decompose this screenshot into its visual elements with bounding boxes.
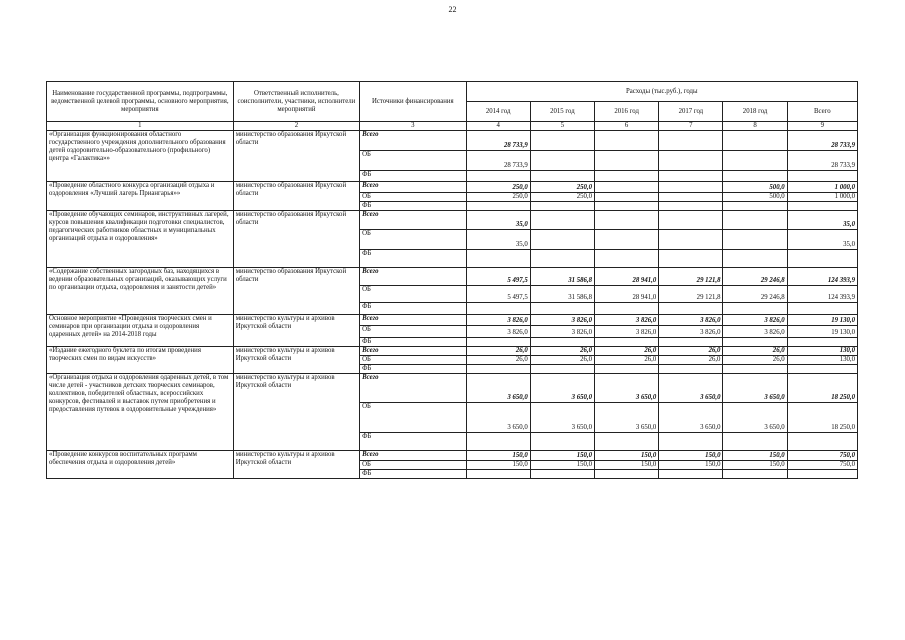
activity-name: «Содержание собственных загородных баз, находящихся в ведении образовательных организаций, оказывающих услуги по организации отдыха, оздоровления и занятости детей» (47, 268, 234, 315)
year-value: 3 826,0 (659, 326, 723, 338)
executor: министерство культуры и архивов Иркутской области (233, 374, 359, 451)
year-value (659, 303, 723, 315)
funding-source: Всего (360, 268, 466, 286)
table-row (47, 374, 858, 403)
year-value: 28 733,9 (466, 151, 530, 171)
year-value: 3 650,0 (530, 403, 594, 433)
year-value (659, 171, 723, 182)
year-value (530, 211, 594, 230)
year-value (659, 470, 723, 479)
activity-name: Основное мероприятие «Проведения творческих смен и семинаров при организации отдыха и оздоровления одаренных детей» на 2014-2018 годы (47, 315, 234, 347)
table-row (47, 268, 858, 286)
header-year: 2014 год (466, 102, 530, 122)
year-value: 29 246,8 (723, 268, 787, 286)
year-value (466, 202, 530, 211)
year-value (659, 151, 723, 171)
col-number: 2 (233, 122, 359, 131)
year-value (595, 338, 659, 347)
year-value (659, 193, 723, 202)
year-value (595, 211, 659, 230)
year-value: 3 650,0 (530, 374, 594, 403)
year-value: 150,0 (659, 461, 723, 470)
header-year: 2016 год (595, 102, 659, 122)
year-value (595, 365, 659, 374)
year-value: 150,0 (595, 451, 659, 461)
year-value: 3 650,0 (659, 374, 723, 403)
executor: министерство образования Иркутской области (233, 268, 359, 315)
year-value: 3 650,0 (659, 403, 723, 433)
total-value: 18 250,0 (787, 374, 857, 403)
year-value: 150,0 (466, 451, 530, 461)
year-value (530, 470, 594, 479)
year-value (723, 151, 787, 171)
year-value (723, 470, 787, 479)
year-value: 3 826,0 (530, 326, 594, 338)
year-value (530, 230, 594, 250)
year-value: 31 586,8 (530, 268, 594, 286)
header-year: 2017 год (659, 102, 723, 122)
year-value (530, 202, 594, 211)
total-value (787, 433, 857, 451)
funding-source: ОБ (360, 461, 466, 470)
year-value: 26,0 (723, 347, 787, 356)
funding-source: ФБ (360, 171, 466, 182)
year-value (595, 433, 659, 451)
year-value: 5 497,5 (466, 268, 530, 286)
total-value: 35,0 (787, 230, 857, 250)
total-value (787, 202, 857, 211)
funding-source: ОБ (360, 326, 466, 338)
year-value (466, 338, 530, 347)
table-row (47, 451, 858, 461)
funding-source: Всего (360, 182, 466, 193)
year-value (466, 433, 530, 451)
year-value: 26,0 (595, 347, 659, 356)
year-value: 3 650,0 (595, 403, 659, 433)
year-value (595, 193, 659, 202)
funding-source: ОБ (360, 193, 466, 202)
year-value: 29 121,8 (659, 268, 723, 286)
activity-name: «Проведение обучающих семинаров, инструктивных лагерей, курсов повышения квалификации подготовки специалистов, педагогических работников областных и муниципальных организаций отдыха и оздоровления» (47, 211, 234, 268)
year-value: 150,0 (723, 461, 787, 470)
year-value (595, 151, 659, 171)
header-expenses: Расходы (тыс.руб.), годы (466, 82, 857, 102)
year-value: 26,0 (723, 356, 787, 365)
year-value (659, 433, 723, 451)
total-value: 1 000,0 (787, 193, 857, 202)
funding-source: Всего (360, 315, 466, 326)
funding-source: Всего (360, 451, 466, 461)
total-value (787, 470, 857, 479)
year-value (530, 338, 594, 347)
total-value (787, 338, 857, 347)
year-value (466, 303, 530, 315)
header-executor: Ответственный исполнитель, соисполнители, участники, исполнители мероприятий (233, 82, 359, 122)
total-value: 124 393,9 (787, 286, 857, 303)
table-row (47, 347, 858, 356)
year-value: 3 650,0 (723, 374, 787, 403)
year-value: 150,0 (530, 461, 594, 470)
year-value (723, 131, 787, 151)
funding-source: ОБ (360, 151, 466, 171)
year-value (595, 250, 659, 268)
funding-source: Всего (360, 211, 466, 230)
year-value: 26,0 (466, 356, 530, 365)
funding-source: Всего (360, 374, 466, 403)
year-value: 250,0 (466, 182, 530, 193)
year-value: 150,0 (659, 451, 723, 461)
year-value (723, 338, 787, 347)
col-number: 6 (595, 122, 659, 131)
year-value: 3 826,0 (723, 315, 787, 326)
year-value (530, 250, 594, 268)
year-value: 3 650,0 (723, 403, 787, 433)
year-value: 500,0 (723, 182, 787, 193)
year-value: 3 826,0 (659, 315, 723, 326)
funding-source: Всего (360, 347, 466, 356)
year-value (595, 131, 659, 151)
header-source: Источники финансирования (360, 82, 466, 122)
year-value: 29 121,8 (659, 286, 723, 303)
total-value: 1 000,0 (787, 182, 857, 193)
funding-source: ФБ (360, 250, 466, 268)
year-value (659, 250, 723, 268)
executor: министерство культуры и архивов Иркутской области (233, 315, 359, 347)
year-value (723, 365, 787, 374)
col-number: 9 (787, 122, 857, 131)
header-year: 2015 год (530, 102, 594, 122)
year-value: 150,0 (723, 451, 787, 461)
funding-source: ОБ (360, 286, 466, 303)
year-value (466, 250, 530, 268)
executor: министерство образования Иркутской области (233, 211, 359, 268)
year-value: 26,0 (466, 347, 530, 356)
header-year: 2018 год (723, 102, 787, 122)
executor: министерство образования Иркутской области (233, 182, 359, 211)
year-value: 26,0 (659, 347, 723, 356)
year-value: 5 497,5 (466, 286, 530, 303)
year-value (595, 230, 659, 250)
activity-name: «Проведение областного конкурса организаций отдыха и оздоровления «Лучший лагерь Приангарья»» (47, 182, 234, 211)
year-value: 250,0 (466, 193, 530, 202)
year-value (530, 131, 594, 151)
year-value (723, 250, 787, 268)
funding-source: ОБ (360, 356, 466, 365)
col-number: 4 (466, 122, 530, 131)
year-value (659, 211, 723, 230)
total-value: 130,0 (787, 347, 857, 356)
table-row (47, 131, 858, 151)
activity-name: «Проведение конкурсов воспитательных программ обеспечения отдыха и оздоровления детей» (47, 451, 234, 479)
year-value (723, 211, 787, 230)
year-value: 35,0 (466, 211, 530, 230)
year-value: 3 826,0 (595, 315, 659, 326)
year-value: 150,0 (595, 461, 659, 470)
col-number: 7 (659, 122, 723, 131)
year-value (659, 131, 723, 151)
col-number: 1 (47, 122, 234, 131)
year-value (723, 171, 787, 182)
funding-source: ОБ (360, 230, 466, 250)
col-number: 3 (360, 122, 466, 131)
funding-source: ФБ (360, 365, 466, 374)
col-number: 8 (723, 122, 787, 131)
year-value (659, 338, 723, 347)
header-total: Всего (787, 102, 857, 122)
year-value (466, 365, 530, 374)
year-value (530, 171, 594, 182)
total-value: 124 393,9 (787, 268, 857, 286)
executor: министерство образования Иркутской области (233, 131, 359, 182)
total-value: 130,0 (787, 356, 857, 365)
year-value: 500,0 (723, 193, 787, 202)
year-value (723, 303, 787, 315)
total-value: 28 733,9 (787, 151, 857, 171)
funding-source: ФБ (360, 202, 466, 211)
total-value (787, 303, 857, 315)
year-value (595, 470, 659, 479)
year-value (466, 171, 530, 182)
year-value: 28 941,0 (595, 286, 659, 303)
year-value: 3 826,0 (466, 326, 530, 338)
page-number: 22 (448, 5, 457, 14)
year-value: 3 650,0 (595, 374, 659, 403)
year-value (723, 433, 787, 451)
executor: министерство культуры и архивов Иркутской области (233, 347, 359, 374)
table-row (47, 315, 858, 326)
year-value: 250,0 (530, 182, 594, 193)
table-row (47, 182, 858, 193)
funding-source: ФБ (360, 470, 466, 479)
year-value: 26,0 (659, 356, 723, 365)
year-value: 150,0 (530, 451, 594, 461)
col-number: 5 (530, 122, 594, 131)
year-value: 29 246,8 (723, 286, 787, 303)
year-value: 28 941,0 (595, 268, 659, 286)
year-value (466, 470, 530, 479)
year-value: 35,0 (466, 230, 530, 250)
year-value (530, 303, 594, 315)
year-value: 3 826,0 (595, 326, 659, 338)
funding-source: ФБ (360, 433, 466, 451)
total-value: 19 130,0 (787, 326, 857, 338)
year-value: 150,0 (466, 461, 530, 470)
year-value: 26,0 (530, 347, 594, 356)
total-value (787, 250, 857, 268)
year-value (659, 365, 723, 374)
year-value: 26,0 (595, 356, 659, 365)
table-row (47, 211, 858, 230)
header-name: Наименование государственной программы, подпрограммы, ведомственной целевой программы, основного мероприятия, мероприятия (47, 82, 234, 122)
year-value (659, 230, 723, 250)
total-value: 750,0 (787, 451, 857, 461)
total-value: 750,0 (787, 461, 857, 470)
activity-name: «Издание ежегодного буклета по итогам проведения творческих смен по видам искусств» (47, 347, 234, 374)
total-value (787, 171, 857, 182)
executor: министерство культуры и архивов Иркутской области (233, 451, 359, 479)
funding-source: Всего (360, 131, 466, 151)
total-value: 35,0 (787, 211, 857, 230)
year-value: 3 826,0 (530, 315, 594, 326)
funding-source: ФБ (360, 303, 466, 315)
total-value: 28 733,9 (787, 131, 857, 151)
total-value: 18 250,0 (787, 403, 857, 433)
year-value (595, 202, 659, 211)
year-value: 31 586,8 (530, 286, 594, 303)
year-value (530, 151, 594, 171)
year-value: 3 650,0 (466, 374, 530, 403)
year-value (530, 365, 594, 374)
funding-source: ОБ (360, 403, 466, 433)
year-value: 3 826,0 (723, 326, 787, 338)
year-value (595, 182, 659, 193)
total-value: 19 130,0 (787, 315, 857, 326)
year-value: 26,0 (530, 356, 594, 365)
year-value (595, 303, 659, 315)
expenses-table (46, 81, 858, 479)
year-value (659, 182, 723, 193)
year-value (530, 433, 594, 451)
year-value: 250,0 (530, 193, 594, 202)
year-value: 3 826,0 (466, 315, 530, 326)
activity-name: «Организация функционирования областного государственного учреждения дополнительного образования детей оздоровительно-образовательного (профильного) центра «Галактика»» (47, 131, 234, 182)
year-value: 3 650,0 (466, 403, 530, 433)
year-value (659, 202, 723, 211)
year-value (723, 230, 787, 250)
funding-source: ФБ (360, 338, 466, 347)
activity-name: «Организация отдыха и оздоровления одаренных детей, в том числе детей - участников детских творческих семинаров, коллективов, победителей областных, всероссийских конкурсов, фестивалей и выставок путем приобретения и предоставления путевок в оздоровительные учреждения» (47, 374, 234, 451)
year-value (595, 171, 659, 182)
year-value: 28 733,9 (466, 131, 530, 151)
year-value (723, 202, 787, 211)
total-value (787, 365, 857, 374)
